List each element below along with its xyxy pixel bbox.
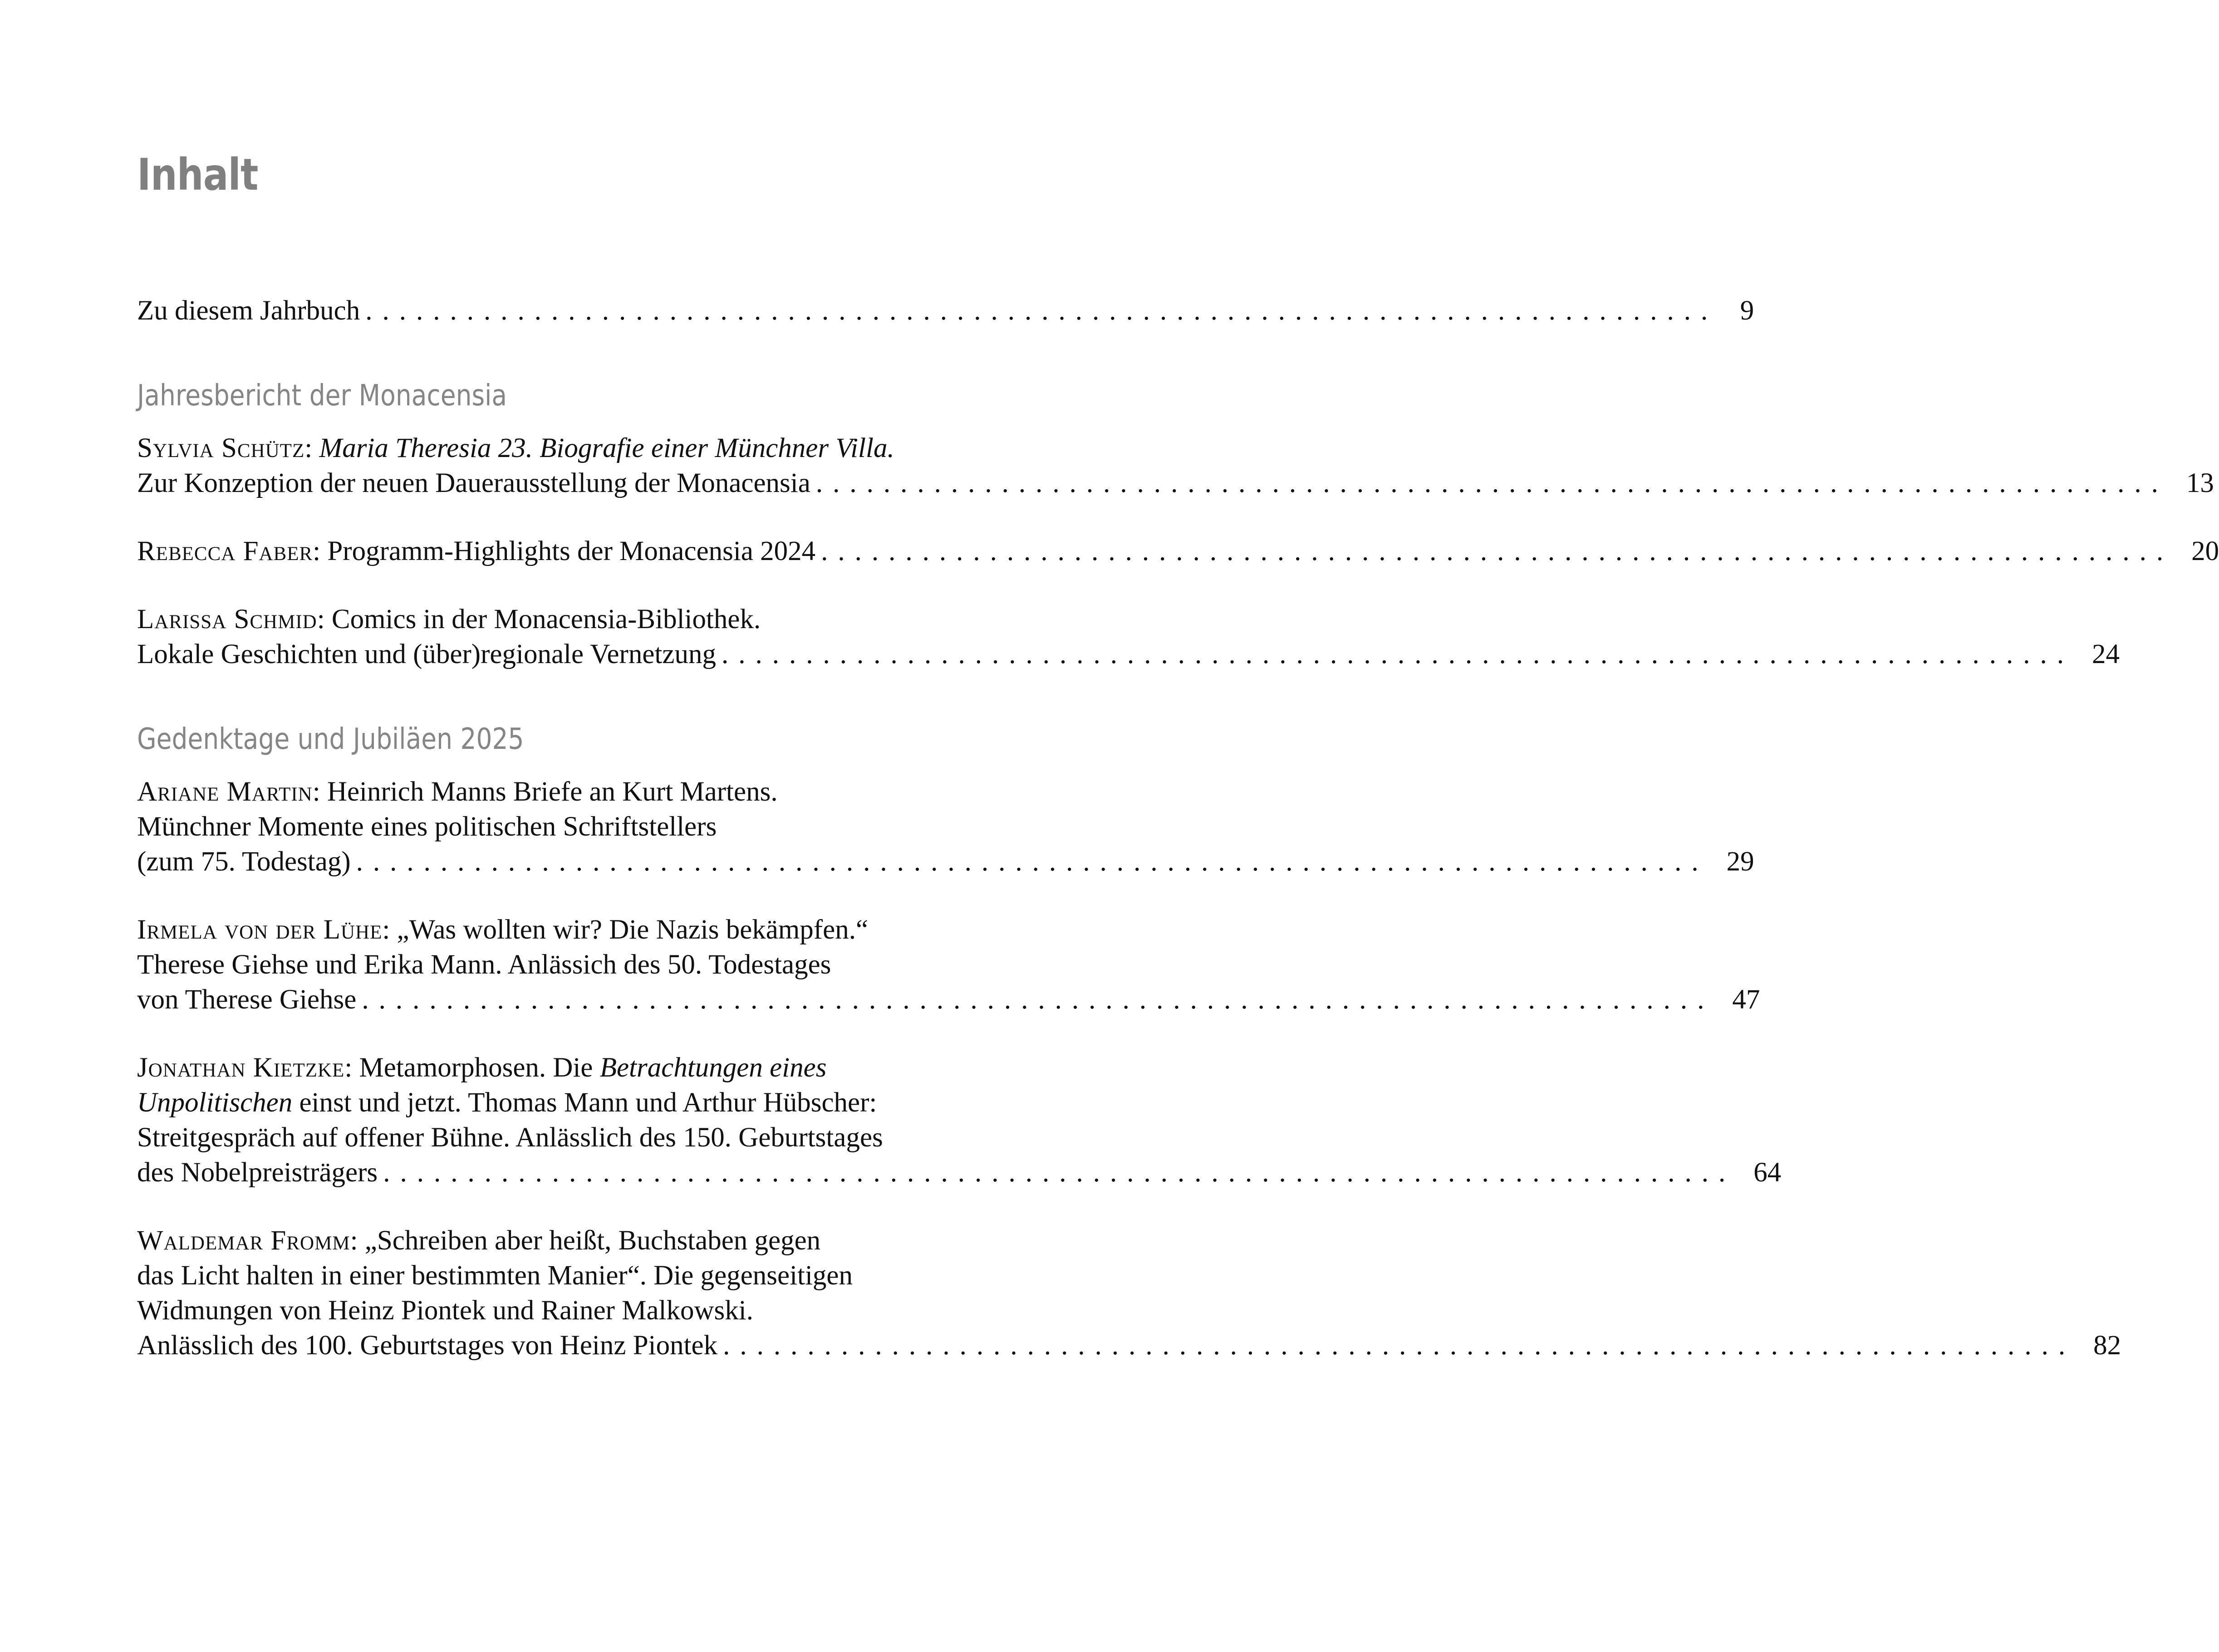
author-name: Waldemar Fromm [137, 1225, 350, 1256]
entry-text [137, 1223, 820, 1259]
entry-text [137, 533, 815, 570]
toc-entry-line [137, 533, 2219, 570]
page-number[interactable]: 13 [2186, 468, 2214, 498]
entry-title-text: : „Schreiben aber heißt, Buchstaben gegen [350, 1225, 821, 1256]
entry-text [137, 1155, 378, 1191]
entry-text [137, 912, 868, 948]
dot-leader: ................................................................................ [383, 1157, 1736, 1188]
author-name: Irmela von der Lühe [137, 914, 383, 945]
entry-title-text: : Comics in der Monacensia-Bibliothek. [317, 604, 761, 634]
entry-text [137, 1328, 717, 1364]
entry-text [137, 293, 360, 329]
dot-leader: ................................................................................ [821, 536, 2174, 566]
author-name: Jonathan Kietzke [137, 1052, 345, 1083]
entry-text [137, 601, 761, 638]
page-number[interactable]: 29 [1726, 846, 1754, 877]
dot-leader: ................................................................................ [365, 295, 1718, 326]
toc-entry-line [137, 601, 946, 638]
dot-leader: ................................................................................ [815, 468, 2168, 498]
toc-entry-line [137, 1328, 2121, 1364]
entry-text [137, 1120, 883, 1156]
toc-entry-line [137, 774, 946, 810]
section-heading: Gedenktage und Jubiläen 2025 [137, 723, 524, 756]
dot-leader: ................................................................................ [356, 846, 1708, 877]
entry-title-text: : [304, 433, 319, 463]
toc-entry-line [137, 293, 1754, 329]
toc-entry-line [137, 912, 946, 948]
toc-entry-line [137, 1258, 946, 1294]
entry-title-text: Widmungen von Heinz Piontek und Rainer Malkowski. [137, 1295, 753, 1326]
entry-title-text: : Heinrich Manns Briefe an Kurt Martens. [312, 777, 778, 807]
page-number[interactable]: 9 [1740, 295, 1754, 326]
dot-leader: ................................................................................ [721, 639, 2074, 669]
toc-entry-line [137, 1120, 946, 1156]
toc-entry-line [137, 982, 1760, 1018]
entry-text [137, 844, 351, 880]
entry-text [137, 1293, 753, 1329]
author-name: Ariane Martin [137, 777, 313, 807]
entry-text [137, 430, 894, 467]
entry-title-text: Zur Konzeption der neuen Dauerausstellung der Monacensia [137, 468, 810, 498]
toc-entry-line [137, 1293, 946, 1329]
entry-text [137, 465, 810, 502]
section-heading: Jahresbericht der Monacensia [137, 379, 507, 413]
toc-entry-line [137, 1050, 946, 1086]
toc-entry-line [137, 947, 946, 983]
page-number[interactable]: 47 [1732, 984, 1760, 1015]
page-number[interactable]: 20 [2191, 536, 2219, 566]
entry-text [137, 982, 356, 1018]
entry-title-text: Anlässlich des 100. Geburtstages von Heinz Piontek [137, 1330, 718, 1361]
entry-title-text: Zu diesem Jahrbuch [137, 295, 360, 326]
dot-leader: ................................................................................ [362, 984, 1714, 1015]
entry-title-text: einst und jetzt. Thomas Mann und Arthur Hübscher: [292, 1087, 877, 1118]
entry-text [137, 1050, 826, 1086]
entry-text [137, 636, 716, 673]
entry-title-text: : Programm-Highlights der Monacensia 2024 [313, 536, 816, 566]
page-number[interactable]: 82 [2093, 1330, 2121, 1361]
author-name: Rebecca Faber [137, 536, 313, 566]
entry-title-text: Münchner Momente eines politischen Schriftstellers [137, 811, 717, 842]
page-title: Inhalt [137, 149, 258, 200]
toc-entry-line [137, 809, 946, 845]
entry-text [137, 1085, 877, 1121]
entry-title-text: Streitgespräch auf offener Bühne. Anlässlich des 150. Geburtstages [137, 1122, 883, 1153]
entry-title-text: das Licht halten in einer bestimmten Manier“. Die gegenseitigen [137, 1260, 853, 1291]
toc-entry-line [137, 1085, 946, 1121]
page-number[interactable]: 24 [2091, 639, 2120, 669]
author-name: Larissa Schmid [137, 604, 317, 634]
page-number[interactable]: 64 [1753, 1157, 1782, 1188]
entry-title-text: Therese Giehse und Erika Mann. Anlässich des 50. Todestages [137, 949, 831, 980]
toc-entry-line [137, 430, 946, 467]
entry-title-text: von Therese Giehse [137, 984, 357, 1015]
toc-entry-line [137, 636, 2120, 673]
dot-leader: ................................................................................ [723, 1330, 2076, 1361]
entry-title-text: Lokale Geschichten und (über)regionale Vernetzung [137, 639, 716, 669]
toc-entry-line [137, 1155, 1782, 1191]
entry-title-text: : „Was wollten wir? Die Nazis bekämpfen.“ [382, 914, 869, 945]
entry-title-text: (zum 75. Todestag) [137, 846, 351, 877]
toc-entry-line [137, 844, 1754, 880]
entry-text [137, 809, 717, 845]
entry-title-text: : Metamorphosen. Die [344, 1052, 600, 1083]
italic-title: Unpolitischen [137, 1087, 293, 1118]
author-name: Sylvia Schütz [137, 433, 305, 463]
italic-title: Betrachtungen eines [599, 1052, 827, 1083]
italic-title: Maria Theresia 23. Biografie einer Münchner Villa. [319, 433, 894, 463]
entry-text [137, 947, 831, 983]
entry-text [137, 1258, 853, 1294]
entry-title-text: des Nobelpreisträgers [137, 1157, 378, 1188]
toc-entry-line [137, 465, 2214, 502]
toc-entry-line [137, 1223, 946, 1259]
entry-text [137, 774, 778, 810]
